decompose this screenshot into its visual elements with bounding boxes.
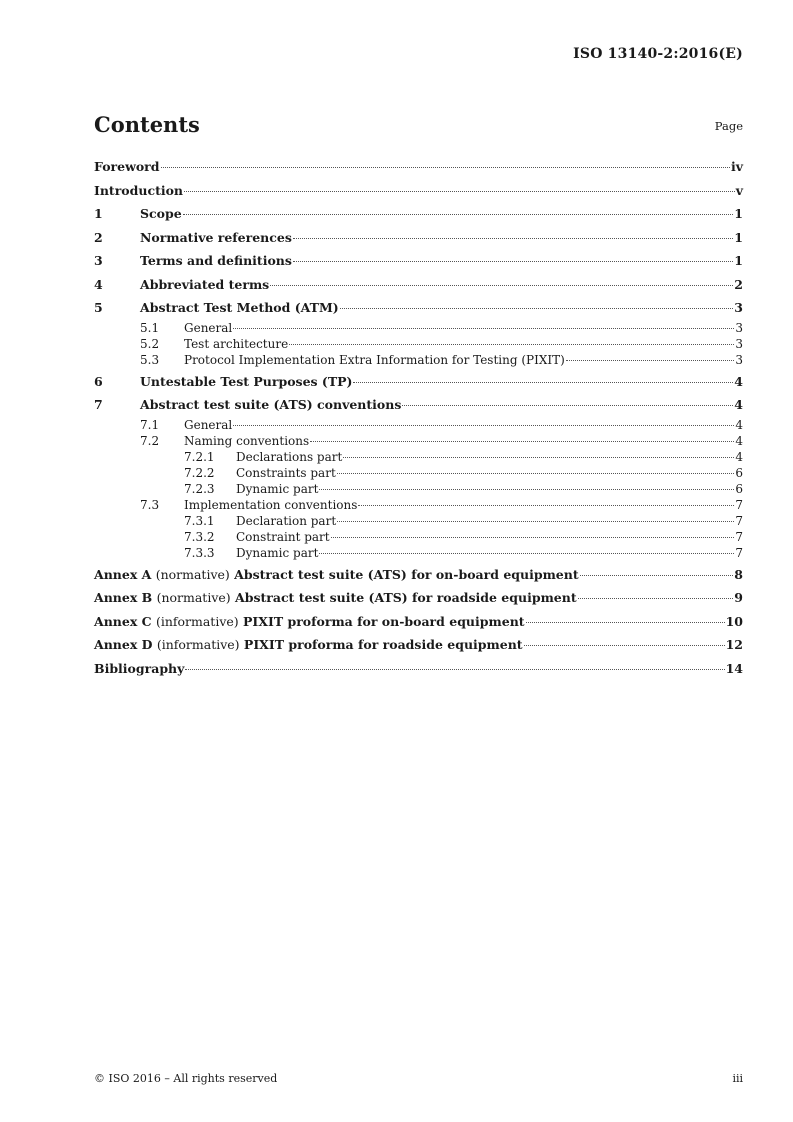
toc-entry-title: Foreword	[94, 159, 160, 174]
toc-entry-number: 7.1	[140, 417, 160, 432]
toc-entry-number: 2	[94, 229, 103, 245]
toc-entry-number: 6	[94, 373, 103, 389]
toc-entry-title: Declarations part	[236, 449, 343, 464]
toc-entry-page: 4	[735, 433, 743, 448]
toc-entry-title: Introduction	[94, 182, 184, 198]
toc-entry-number: 7.2	[140, 433, 160, 448]
dot-leader	[161, 167, 730, 168]
toc-entry-label	[140, 202, 182, 226]
toc-entry-page: 3	[735, 320, 743, 335]
toc-entry-title: General	[184, 417, 233, 432]
toc-entry-page: 7	[735, 513, 743, 528]
toc-entry-page: 3	[734, 300, 743, 315]
dot-leader	[337, 473, 735, 474]
toc-entry-title: Scope	[140, 206, 182, 221]
toc-entry-page: 10	[725, 613, 743, 629]
annex-title: Abstract test suite (ATS) for roadside equipment	[235, 590, 577, 605]
annex-title: PIXIT proforma for roadside equipment	[243, 637, 523, 652]
annex-qualifier: (informative)	[156, 637, 240, 652]
toc-entry-title: Terms and definitions	[140, 253, 292, 268]
toc-entry-number: 7	[94, 397, 103, 412]
toc-entry-page: 7	[735, 529, 743, 544]
dot-leader	[183, 214, 734, 215]
table-of-contents	[94, 155, 743, 680]
dot-leader	[580, 575, 734, 576]
toc-entry-label	[94, 610, 525, 634]
toc-entry-number: 7.3.2	[184, 529, 215, 544]
toc-entry-title: Dynamic part	[236, 545, 319, 560]
dot-leader	[526, 622, 725, 623]
toc-entry-label	[140, 393, 401, 417]
toc-entry-title: Implementation conventions	[184, 497, 358, 512]
toc-entry-label	[94, 179, 183, 203]
toc-entry-page: 6	[735, 465, 743, 480]
toc-entry-page: 8	[734, 566, 743, 582]
annex-title: PIXIT proforma for on-board equipment	[243, 613, 525, 629]
toc-entry-label	[94, 155, 160, 179]
page-number: iii	[732, 1072, 743, 1085]
annex-qualifier: (normative)	[155, 566, 230, 582]
toc-entry-label	[94, 633, 523, 657]
toc-entry-label	[94, 657, 184, 681]
toc-entry-label	[236, 513, 336, 529]
toc-entry-title: Annex D	[94, 637, 153, 652]
page-column-label: Page	[714, 119, 743, 133]
toc-entry-title: Protocol Implementation Extra Information for Testing (PIXIT)	[184, 352, 565, 367]
annex-qualifier: (normative)	[156, 590, 231, 605]
toc-entry[interactable]	[94, 449, 743, 465]
toc-entry[interactable]	[94, 633, 743, 657]
toc-entry-title: Abstract Test Method (ATM)	[140, 300, 339, 315]
toc-entry-title: Declaration part	[236, 513, 337, 528]
toc-entry[interactable]	[94, 563, 743, 587]
toc-entry-number: 5.3	[140, 352, 160, 367]
dot-leader	[402, 405, 733, 406]
toc-entry-page: 3	[735, 336, 743, 351]
toc-entry-page: 4	[735, 449, 743, 464]
toc-entry-label	[140, 249, 292, 273]
toc-entry[interactable]	[94, 249, 743, 273]
dot-leader	[293, 261, 733, 262]
toc-entry[interactable]	[94, 433, 743, 449]
toc-entry-page: 7	[735, 497, 743, 512]
toc-entry[interactable]	[94, 497, 743, 513]
toc-entry[interactable]	[94, 610, 743, 634]
toc-entry-title: Dynamic part	[236, 481, 319, 496]
toc-entry-title: Bibliography	[94, 660, 185, 676]
toc-entry-number: 1	[94, 206, 103, 221]
toc-entry-page: v	[735, 182, 743, 198]
toc-entry[interactable]	[94, 296, 743, 320]
toc-entry[interactable]	[94, 586, 743, 610]
toc-entry-label	[184, 433, 309, 449]
toc-entry[interactable]	[94, 202, 743, 226]
toc-entry[interactable]	[94, 545, 743, 561]
toc-entry-label	[184, 497, 357, 513]
document-id: ISO 13140-2:2016(E)	[573, 46, 743, 62]
toc-entry[interactable]	[94, 179, 743, 203]
toc-entry-title: Constraint part	[236, 529, 330, 544]
dot-leader	[340, 308, 734, 309]
toc-entry-number: 5.2	[140, 336, 160, 351]
toc-entry-number: 7.3.1	[184, 513, 215, 528]
toc-entry-title: Constraints part	[236, 465, 336, 480]
dot-leader	[358, 505, 734, 506]
dot-leader	[270, 285, 733, 286]
toc-entry-page: 2	[734, 276, 743, 292]
toc-entry-page: 1	[734, 206, 743, 221]
dot-leader	[184, 191, 735, 192]
dot-leader	[578, 598, 734, 599]
dot-leader	[233, 328, 734, 329]
toc-entry-page: 12	[725, 637, 743, 652]
contents-title: Contents	[94, 112, 200, 137]
toc-entry-page: 4	[735, 417, 743, 432]
toc-entry-label	[236, 465, 336, 481]
toc-entry-number: 7.3	[140, 497, 160, 512]
toc-entry-number: 5	[94, 300, 103, 315]
toc-entry-page: 6	[735, 481, 743, 496]
dot-leader	[353, 382, 733, 383]
toc-entry[interactable]	[94, 657, 743, 681]
dot-leader	[319, 553, 734, 554]
toc-entry-number: 7.2.1	[184, 449, 215, 464]
toc-entry-title: Annex A	[94, 566, 152, 582]
toc-entry-label	[140, 370, 352, 394]
toc-entry-page: 4	[734, 397, 743, 412]
toc-entry-number: 7.2.2	[184, 465, 215, 480]
toc-entry-label	[236, 449, 342, 465]
toc-entry-title: Untestable Test Purposes (TP)	[140, 373, 353, 389]
toc-entry[interactable]	[94, 352, 743, 368]
toc-entry[interactable]	[94, 417, 743, 433]
dot-leader	[343, 457, 734, 458]
toc-entry[interactable]	[94, 529, 743, 545]
dot-leader	[319, 489, 734, 490]
toc-entry-title: Test architecture	[184, 336, 289, 351]
annex-title: Abstract test suite (ATS) for on-board equipment	[234, 566, 579, 582]
toc-entry-label	[236, 481, 318, 497]
toc-entry[interactable]	[94, 513, 743, 529]
toc-entry-page: 4	[734, 373, 743, 389]
toc-entry-label	[184, 352, 565, 368]
toc-entry-label	[94, 563, 579, 587]
annex-qualifier: (informative)	[155, 613, 239, 629]
dot-leader	[566, 360, 735, 361]
toc-entry-label	[236, 545, 318, 561]
toc-entry-label	[140, 273, 269, 297]
dot-leader	[310, 441, 734, 442]
toc-entry-page: 3	[735, 352, 743, 367]
toc-entry-label	[236, 529, 330, 545]
dot-leader	[185, 669, 724, 670]
toc-entry-page: 9	[734, 590, 743, 605]
toc-entry-label	[94, 586, 577, 610]
toc-entry-title: Annex B	[94, 590, 153, 605]
toc-entry-label	[140, 296, 339, 320]
toc-entry-title: General	[184, 320, 233, 335]
toc-entry-page: 14	[725, 660, 743, 676]
copyright-notice: © ISO 2016 – All rights reserved	[94, 1072, 278, 1085]
toc-entry[interactable]	[94, 226, 743, 250]
toc-entry-title: Normative references	[140, 229, 292, 245]
toc-entry-number: 7.2.3	[184, 481, 215, 496]
toc-entry-number: 7.3.3	[184, 545, 215, 560]
dot-leader	[233, 425, 734, 426]
dot-leader	[337, 521, 734, 522]
toc-entry[interactable]	[94, 320, 743, 336]
toc-entry-number: 4	[94, 276, 103, 292]
toc-entry-number: 3	[94, 253, 103, 268]
dot-leader	[331, 537, 735, 538]
toc-entry-title: Naming conventions	[184, 433, 310, 448]
toc-entry[interactable]	[94, 481, 743, 497]
toc-entry-label	[184, 320, 232, 336]
toc-entry[interactable]	[94, 273, 743, 297]
toc-entry-page: 1	[734, 253, 743, 268]
toc-entry-page: 1	[734, 229, 743, 245]
toc-entry-page: iv	[730, 159, 743, 174]
toc-entry-title: Annex C	[94, 613, 152, 629]
toc-entry[interactable]	[94, 393, 743, 417]
toc-entry-label	[140, 226, 292, 250]
dot-leader	[524, 645, 725, 646]
toc-entry-title: Abstract test suite (ATS) conventions	[140, 397, 402, 412]
toc-entry-title: Abbreviated terms	[140, 276, 270, 292]
dot-leader	[289, 344, 734, 345]
toc-entry[interactable]	[94, 336, 743, 352]
toc-entry-number: 5.1	[140, 320, 160, 335]
toc-entry-label	[184, 336, 288, 352]
toc-entry[interactable]	[94, 155, 743, 179]
dot-leader	[293, 238, 733, 239]
toc-entry[interactable]	[94, 370, 743, 394]
toc-entry-label	[184, 417, 232, 433]
toc-entry[interactable]	[94, 465, 743, 481]
toc-entry-page: 7	[735, 545, 743, 560]
